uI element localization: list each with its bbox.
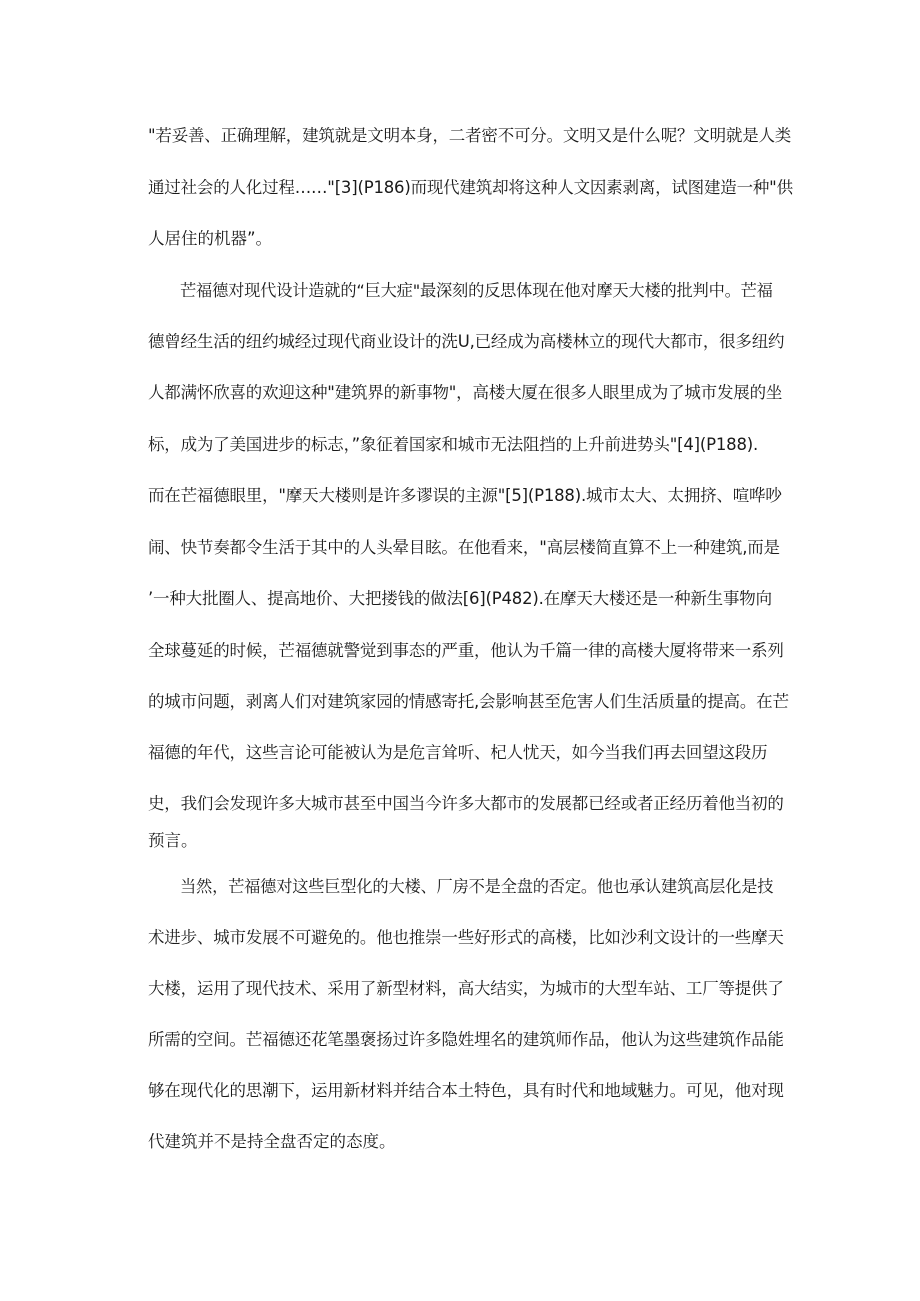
text-line: "若妥善、正确理解，建筑就是文明本身，二者密不可分。文明又是什么呢？文明就是人类 [148, 126, 792, 145]
text-line: 史，我们会发现许多大城市甚至中国当今许多大都市的发展都已经或者正经历着他当初的 [148, 794, 784, 813]
text-line: 人居住的机器”。 [148, 229, 273, 248]
text-line: 当然，芒福德对这些巨型化的大楼、厂房不是全盘的否定。他也承认建筑高层化是技 [180, 877, 774, 896]
text-line: 而在芒福德眼里，"摩天大楼则是许多谬误的主源"[5](P188).城市太大、太拥挤、喧哗吵 [148, 486, 782, 505]
text-line: 通过社会的人化过程……"[3](P186)而现代建筑却将这种人文因素剥离，试图建造一种"供 [148, 178, 793, 197]
text-line: 标，成为了美国进步的标志，”象征着国家和城市无法阻挡的上升前进势头"[4](P188). [148, 435, 759, 454]
text-line: 芒福德对现代设计造就的“巨大症"最深刻的反思体现在他对摩天大楼的批判中。芒福 [180, 281, 773, 300]
text-line: 闹、快节奏都令生活于其中的人头晕目眩。在他看来，"高层楼简直算不上一种建筑,而是 [148, 538, 780, 557]
text-line: 够在现代化的思潮下，运用新材料并结合本土特色，具有时代和地域魅力。可见，他对现 [148, 1081, 784, 1100]
text-line: ’一种大批圈人、提高地价、大把搂钱的做法[6](P482).在摩天大楼还是一种新生事物向 [148, 589, 772, 608]
text-line: 的城市问题，剥离人们对建筑家园的情感寄托,会影响甚至危害人们生活质量的提高。在芒 [148, 692, 789, 711]
text-line: 代建筑并不是持全盘否定的态度。 [148, 1132, 396, 1151]
text-line: 全球蔓延的时候，芒福德就警觉到事态的严重，他认为千篇一律的高楼大厦将带来一系列 [148, 641, 784, 660]
text-line: 福德的年代，这些言论可能被认为是危言耸听、杞人忧天，如今当我们再去回望这段历 [148, 743, 768, 762]
text-line: 德曾经生活的纽约城经过现代商业设计的洗U,已经成为高楼林立的现代大都市，很多纽约 [148, 332, 785, 351]
text-line: 所需的空间。芒福德还花笔墨褒扬过许多隐姓埋名的建筑师作品，他认为这些建筑作品能 [148, 1030, 784, 1049]
text-line: 大楼，运用了现代技术、采用了新型材料，高大结实，为城市的大型车站、工厂等提供了 [148, 979, 784, 998]
text-line: 人都满怀欣喜的欢迎这种"建筑界的新事物"，高楼大厦在很多人眼里成为了城市发展的坐 [148, 383, 783, 402]
text-line: 术进步、城市发展不可避免的。他也推崇一些好形式的高楼，比如沙利文设计的一些摩天 [148, 928, 784, 947]
text-line: 预言。 [148, 831, 198, 850]
